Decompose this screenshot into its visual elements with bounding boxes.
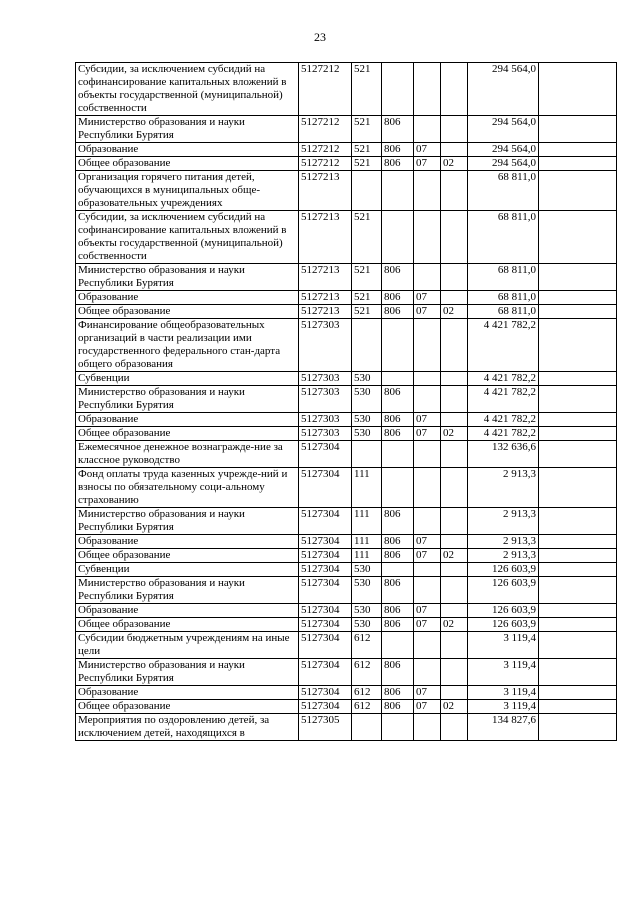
table-row [76,211,617,264]
table-row [76,563,617,577]
table-row [76,632,617,659]
empty-cell [539,372,617,386]
empty-cell [539,604,617,618]
subsection-cell: 02 [441,618,468,632]
ministry-code-cell: 806 [382,291,414,305]
ministry-code-cell: 806 [382,700,414,714]
ministry-code-cell: 806 [382,535,414,549]
section-cell: 07 [414,291,441,305]
expense-type-cell: 530 [352,427,382,441]
ministry-code-cell: 806 [382,549,414,563]
amount-cell: 294 564,0 [468,63,539,116]
empty-cell [539,291,617,305]
table-row [76,63,617,116]
expense-type-cell [352,441,382,468]
expense-type-cell: 111 [352,508,382,535]
ministry-code-cell: 806 [382,618,414,632]
target-article-cell: 5127213 [299,171,352,211]
row-name-cell: Общее образование [76,618,299,632]
expense-type-cell: 521 [352,116,382,143]
table-row [76,116,617,143]
table-row [76,618,617,632]
subsection-cell [441,468,468,508]
section-cell: 07 [414,535,441,549]
table-row [76,143,617,157]
table-row [76,714,617,741]
empty-cell [539,157,617,171]
empty-cell [539,319,617,372]
empty-cell [539,413,617,427]
empty-cell [539,264,617,291]
table-row [76,535,617,549]
row-name-cell: Ежемесячное денежное вознагражде-ние за классное руководство [76,441,299,468]
expense-type-cell: 530 [352,618,382,632]
subsection-cell: 02 [441,305,468,319]
row-name-cell: Субсидии бюджетным учреждениям на иные цели [76,632,299,659]
empty-cell [539,714,617,741]
amount-cell: 126 603,9 [468,577,539,604]
section-cell [414,577,441,604]
target-article-cell: 5127304 [299,508,352,535]
expense-type-cell: 521 [352,305,382,319]
expense-type-cell: 612 [352,686,382,700]
empty-cell [539,686,617,700]
target-article-cell: 5127304 [299,468,352,508]
row-name-cell: Общее образование [76,305,299,319]
subsection-cell [441,714,468,741]
row-name-cell: Образование [76,143,299,157]
amount-cell: 4 421 782,2 [468,413,539,427]
table-row [76,157,617,171]
subsection-cell [441,686,468,700]
expense-type-cell [352,714,382,741]
row-name-cell: Субвенции [76,372,299,386]
subsection-cell [441,441,468,468]
target-article-cell: 5127213 [299,305,352,319]
target-article-cell: 5127212 [299,63,352,116]
subsection-cell [441,413,468,427]
section-cell [414,468,441,508]
amount-cell: 134 827,6 [468,714,539,741]
empty-cell [539,632,617,659]
subsection-cell [441,264,468,291]
empty-cell [539,618,617,632]
amount-cell: 68 811,0 [468,291,539,305]
subsection-cell [441,63,468,116]
target-article-cell: 5127304 [299,618,352,632]
section-cell [414,563,441,577]
amount-cell: 3 119,4 [468,659,539,686]
target-article-cell: 5127304 [299,535,352,549]
expense-type-cell: 521 [352,211,382,264]
expense-type-cell: 612 [352,659,382,686]
amount-cell: 3 119,4 [468,632,539,659]
amount-cell: 294 564,0 [468,116,539,143]
ministry-code-cell [382,632,414,659]
row-name-cell: Министерство образования и науки Республики Бурятия [76,659,299,686]
section-cell: 07 [414,427,441,441]
target-article-cell: 5127305 [299,714,352,741]
expense-type-cell: 111 [352,549,382,563]
table-row [76,319,617,372]
amount-cell: 68 811,0 [468,211,539,264]
expense-type-cell: 530 [352,604,382,618]
row-name-cell: Общее образование [76,549,299,563]
expense-type-cell: 530 [352,372,382,386]
row-name-cell: Образование [76,535,299,549]
ministry-code-cell: 806 [382,305,414,319]
row-name-cell: Общее образование [76,427,299,441]
row-name-cell: Субсидии, за исключением субсидий на софинансирование капитальных вложений в объекты государственной (муниципальной) собственности [76,211,299,264]
section-cell: 07 [414,413,441,427]
expense-type-cell: 111 [352,468,382,508]
subsection-cell [441,508,468,535]
ministry-code-cell [382,211,414,264]
expense-type-cell: 530 [352,563,382,577]
expense-type-cell: 612 [352,700,382,714]
subsection-cell [441,563,468,577]
empty-cell [539,577,617,604]
target-article-cell: 5127304 [299,632,352,659]
empty-cell [539,63,617,116]
target-article-cell: 5127303 [299,319,352,372]
subsection-cell [441,291,468,305]
amount-cell: 2 913,3 [468,549,539,563]
ministry-code-cell [382,441,414,468]
section-cell: 07 [414,305,441,319]
expense-type-cell: 521 [352,143,382,157]
target-article-cell: 5127304 [299,686,352,700]
ministry-code-cell: 806 [382,143,414,157]
expense-type-cell: 521 [352,157,382,171]
empty-cell [539,563,617,577]
section-cell [414,264,441,291]
target-article-cell: 5127213 [299,211,352,264]
row-name-cell: Субсидии, за исключением субсидий на софинансирование капитальных вложений в объекты государственной (муниципальной) собственности [76,63,299,116]
table-row [76,427,617,441]
section-cell [414,386,441,413]
row-name-cell: Общее образование [76,157,299,171]
ministry-code-cell: 806 [382,386,414,413]
empty-cell [539,143,617,157]
target-article-cell: 5127304 [299,577,352,604]
subsection-cell [441,171,468,211]
table-row [76,171,617,211]
table-row [76,549,617,563]
subsection-cell [441,319,468,372]
section-cell [414,632,441,659]
target-article-cell: 5127303 [299,413,352,427]
row-name-cell: Общее образование [76,700,299,714]
budget-table [75,62,617,741]
ministry-code-cell [382,563,414,577]
ministry-code-cell [382,714,414,741]
amount-cell: 294 564,0 [468,143,539,157]
amount-cell: 4 421 782,2 [468,372,539,386]
target-article-cell: 5127304 [299,563,352,577]
section-cell [414,116,441,143]
section-cell: 07 [414,686,441,700]
expense-type-cell [352,171,382,211]
section-cell [414,508,441,535]
empty-cell [539,305,617,319]
ministry-code-cell: 806 [382,577,414,604]
expense-type-cell: 530 [352,413,382,427]
empty-cell [539,659,617,686]
subsection-cell [441,143,468,157]
amount-cell: 132 636,6 [468,441,539,468]
table-row [76,291,617,305]
empty-cell [539,535,617,549]
row-name-cell: Организация горячего питания детей, обучающихся в муниципальных обще-образовательных учреждениях [76,171,299,211]
empty-cell [539,468,617,508]
section-cell [414,211,441,264]
table-row [76,604,617,618]
target-article-cell: 5127212 [299,116,352,143]
amount-cell: 294 564,0 [468,157,539,171]
section-cell: 07 [414,700,441,714]
target-article-cell: 5127304 [299,441,352,468]
amount-cell: 68 811,0 [468,264,539,291]
amount-cell: 68 811,0 [468,305,539,319]
subsection-cell [441,535,468,549]
amount-cell: 3 119,4 [468,686,539,700]
expense-type-cell: 521 [352,63,382,116]
target-article-cell: 5127303 [299,386,352,413]
ministry-code-cell: 806 [382,508,414,535]
subsection-cell: 02 [441,549,468,563]
expense-type-cell: 521 [352,264,382,291]
target-article-cell: 5127213 [299,291,352,305]
section-cell: 07 [414,143,441,157]
target-article-cell: 5127304 [299,604,352,618]
table-row [76,686,617,700]
ministry-code-cell: 806 [382,413,414,427]
subsection-cell: 02 [441,427,468,441]
subsection-cell [441,211,468,264]
subsection-cell [441,659,468,686]
expense-type-cell: 111 [352,535,382,549]
ministry-code-cell: 806 [382,157,414,171]
target-article-cell: 5127212 [299,143,352,157]
table-row [76,508,617,535]
subsection-cell [441,386,468,413]
section-cell: 07 [414,618,441,632]
row-name-cell: Министерство образования и науки Республики Бурятия [76,264,299,291]
table-row [76,441,617,468]
row-name-cell: Образование [76,413,299,427]
table-row [76,577,617,604]
ministry-code-cell: 806 [382,264,414,291]
expense-type-cell: 612 [352,632,382,659]
empty-cell [539,211,617,264]
amount-cell: 2 913,3 [468,535,539,549]
target-article-cell: 5127304 [299,549,352,563]
expense-type-cell: 521 [352,291,382,305]
section-cell [414,372,441,386]
empty-cell [539,427,617,441]
target-article-cell: 5127304 [299,700,352,714]
row-name-cell: Министерство образования и науки Республики Бурятия [76,577,299,604]
row-name-cell: Образование [76,604,299,618]
ministry-code-cell: 806 [382,659,414,686]
target-article-cell: 5127304 [299,659,352,686]
target-article-cell: 5127212 [299,157,352,171]
section-cell [414,659,441,686]
amount-cell: 4 421 782,2 [468,319,539,372]
row-name-cell: Финансирование общеобразовательных организаций в части реализации ими государственного федерального стан-дарта общего образования [76,319,299,372]
subsection-cell [441,372,468,386]
subsection-cell [441,116,468,143]
amount-cell: 68 811,0 [468,171,539,211]
page-number: 23 [314,30,326,44]
table-row [76,659,617,686]
subsection-cell: 02 [441,700,468,714]
subsection-cell [441,577,468,604]
section-cell [414,441,441,468]
row-name-cell: Фонд оплаты труда казенных учрежде-ний и взносы по обязательному соци-альному страхованию [76,468,299,508]
table-row [76,700,617,714]
section-cell: 07 [414,157,441,171]
table-row [76,264,617,291]
table-row [76,372,617,386]
row-name-cell: Образование [76,291,299,305]
amount-cell: 3 119,4 [468,700,539,714]
table-row [76,305,617,319]
expense-type-cell [352,319,382,372]
empty-cell [539,441,617,468]
target-article-cell: 5127303 [299,372,352,386]
section-cell: 07 [414,604,441,618]
amount-cell: 2 913,3 [468,468,539,508]
amount-cell: 126 603,9 [468,563,539,577]
empty-cell [539,171,617,211]
row-name-cell: Мероприятия по оздоровлению детей, за исключением детей, находящихся в [76,714,299,741]
ministry-code-cell [382,468,414,508]
empty-cell [539,549,617,563]
subsection-cell [441,604,468,618]
ministry-code-cell: 806 [382,604,414,618]
row-name-cell: Министерство образования и науки Республики Бурятия [76,508,299,535]
expense-type-cell: 530 [352,386,382,413]
table-row [76,413,617,427]
empty-cell [539,700,617,714]
row-name-cell: Министерство образования и науки Республики Бурятия [76,116,299,143]
amount-cell: 126 603,9 [468,604,539,618]
row-name-cell: Субвенции [76,563,299,577]
empty-cell [539,386,617,413]
row-name-cell: Министерство образования и науки Республики Бурятия [76,386,299,413]
subsection-cell: 02 [441,157,468,171]
table-row [76,468,617,508]
target-article-cell: 5127303 [299,427,352,441]
amount-cell: 2 913,3 [468,508,539,535]
expense-type-cell: 530 [352,577,382,604]
ministry-code-cell: 806 [382,116,414,143]
ministry-code-cell [382,372,414,386]
target-article-cell: 5127213 [299,264,352,291]
section-cell: 07 [414,549,441,563]
amount-cell: 4 421 782,2 [468,386,539,413]
amount-cell: 126 603,9 [468,618,539,632]
amount-cell: 4 421 782,2 [468,427,539,441]
ministry-code-cell [382,63,414,116]
empty-cell [539,508,617,535]
row-name-cell: Образование [76,686,299,700]
section-cell [414,319,441,372]
ministry-code-cell [382,319,414,372]
empty-cell [539,116,617,143]
subsection-cell [441,632,468,659]
section-cell [414,714,441,741]
section-cell [414,171,441,211]
ministry-code-cell: 806 [382,686,414,700]
budget-table-body [76,63,617,741]
ministry-code-cell: 806 [382,427,414,441]
ministry-code-cell [382,171,414,211]
table-row [76,386,617,413]
section-cell [414,63,441,116]
